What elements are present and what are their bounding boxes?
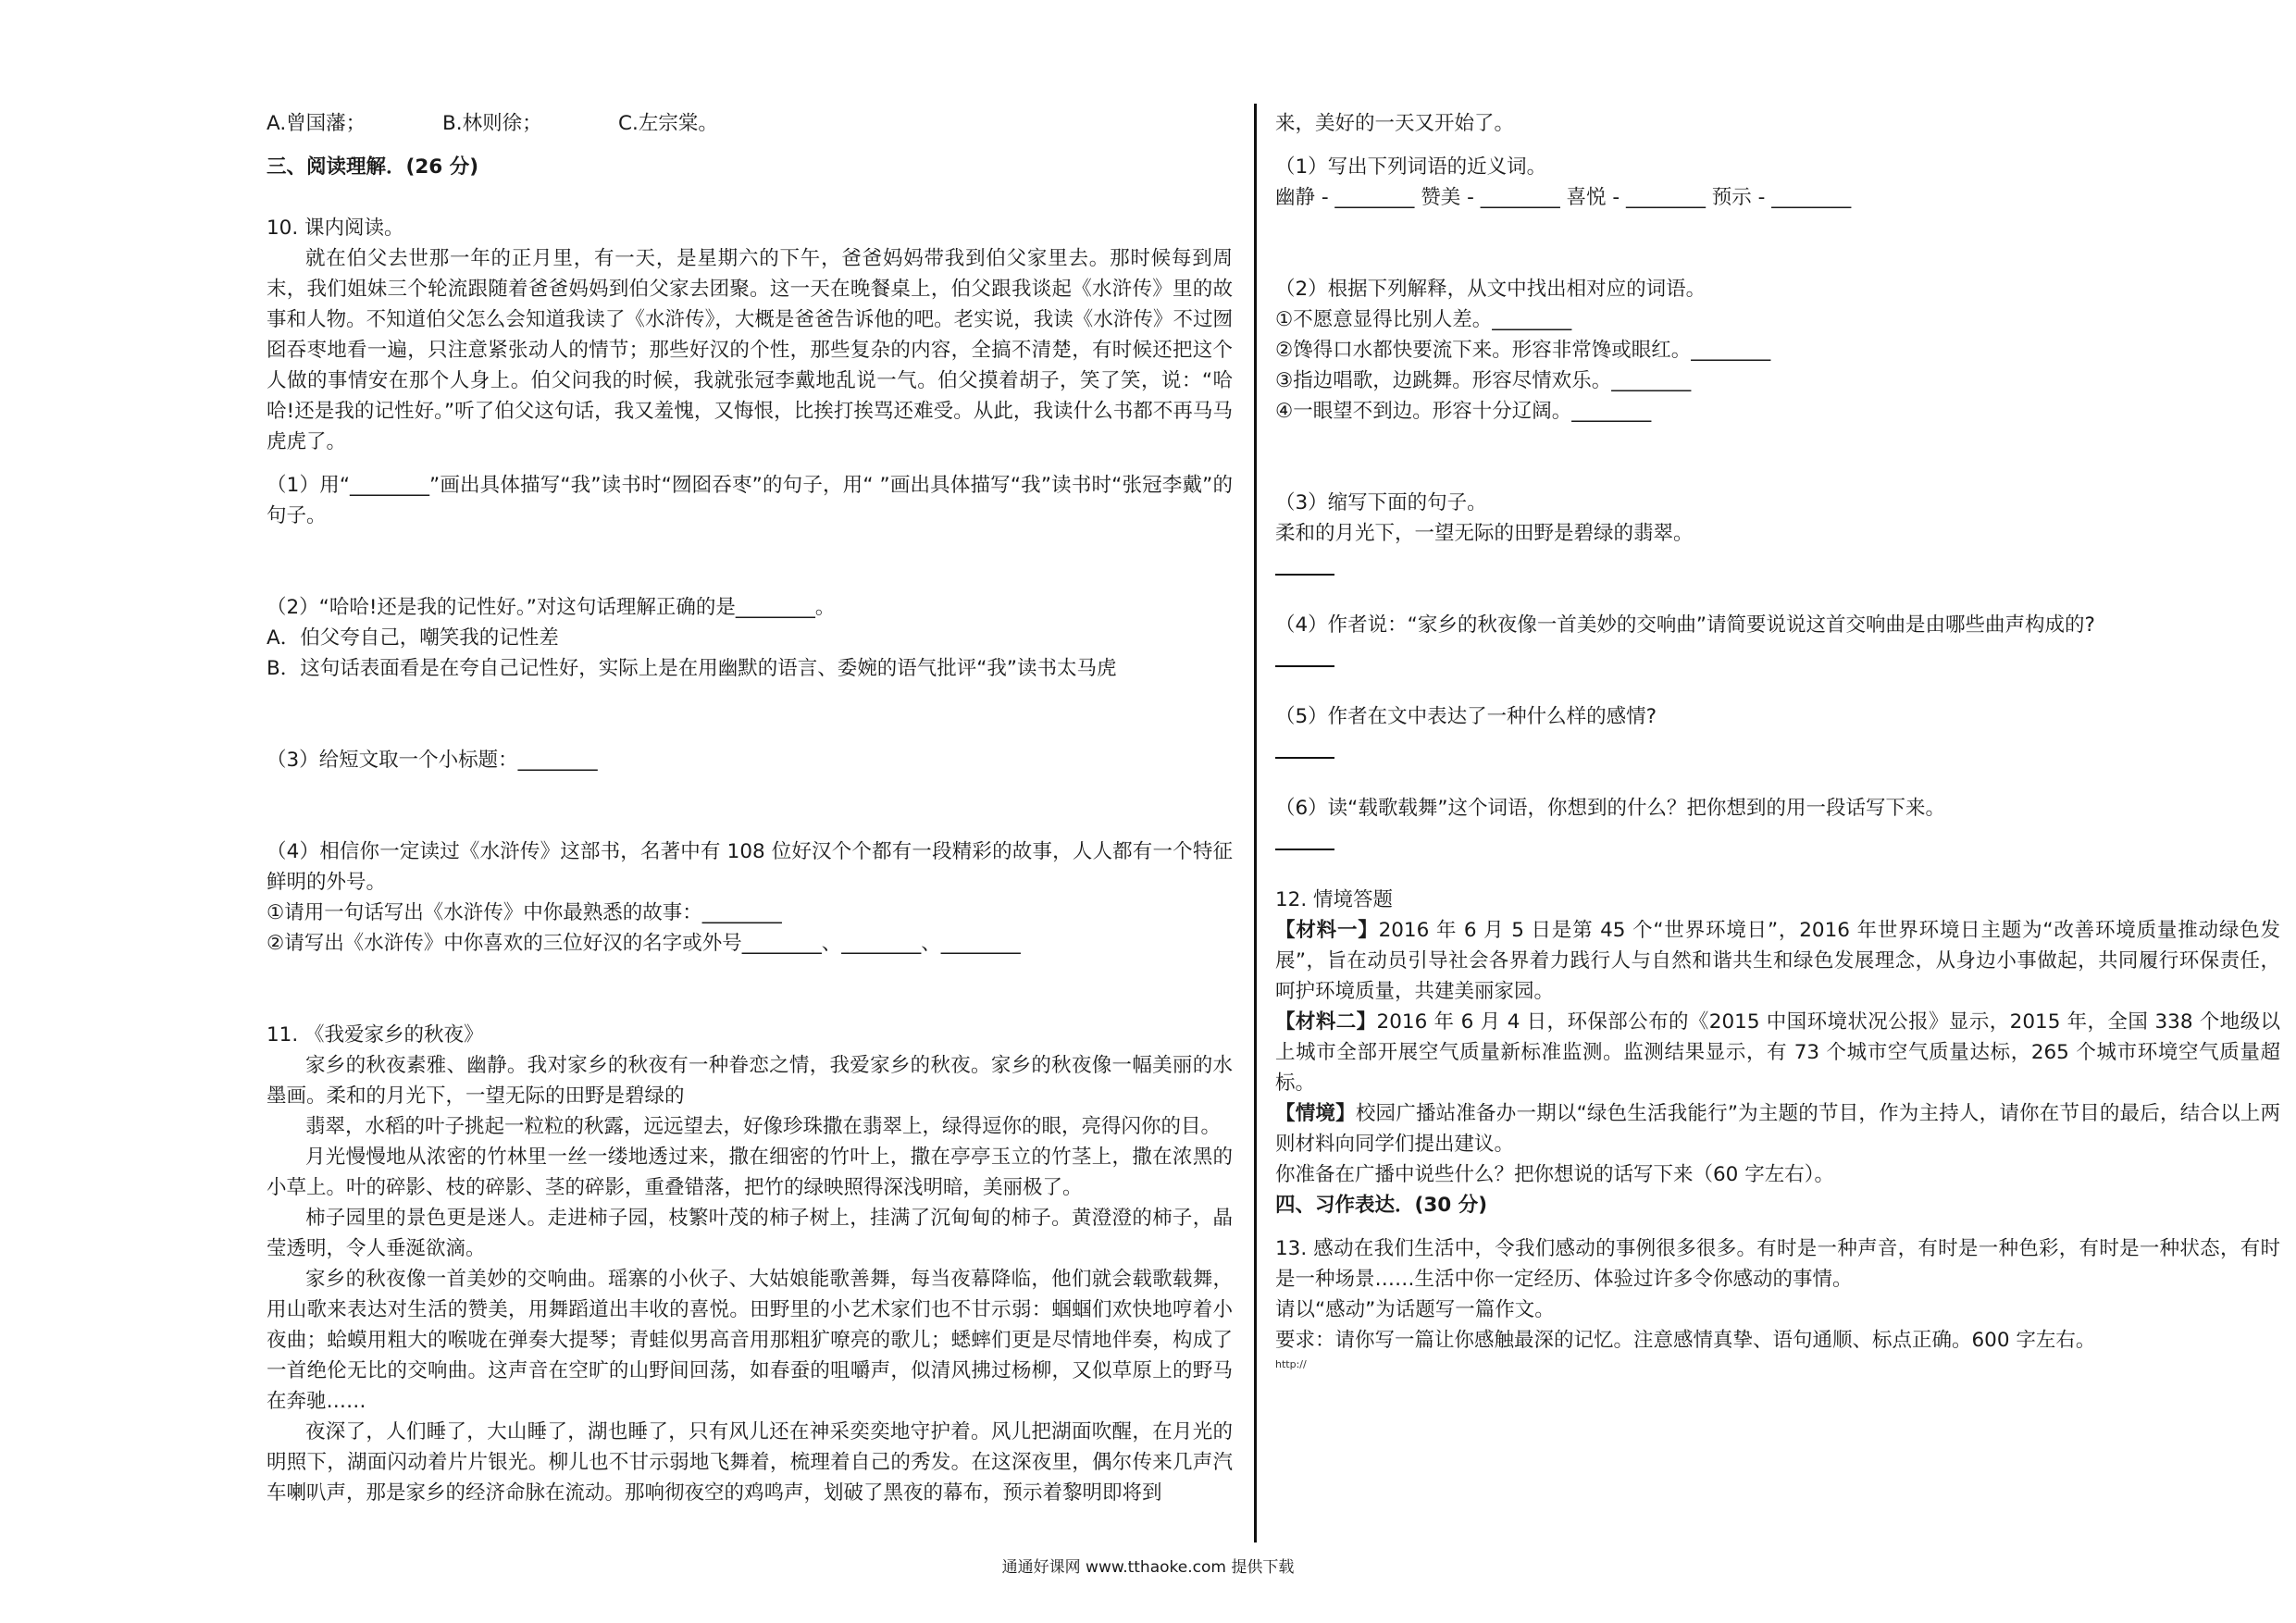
section-3-heading: 三、阅读理解．(26 分) [267,155,479,179]
q11-sub2: （2）根据下列解释，从文中找出相对应的词语。 [1275,278,1706,301]
q9-option-a: A.曾国藩； [267,112,366,135]
q11-sub3-sentence: 柔和的月光下，一望无际的田野是碧绿的翡翠。 [1275,522,1694,545]
q10-sub3: （3）给短文取一个小标题：________ [267,749,598,772]
q12-material-1 [1275,915,2280,1007]
answer-line [1275,640,1334,671]
q11-sub3: （3）缩写下面的句子。 [1275,491,1487,514]
q13-topic: 请以“感动”为话题写一篇作文。 [1275,1298,1555,1321]
q10-sub4: （4）相信你一定读过《水浒传》这部书，名著中有 108 位好汉个个都有一段精彩的故事，人人都有一个特征鲜明的外号。 [267,840,1233,894]
material-1-text: 2016 年 6 月 5 日是第 45 个“世界环境日”，2016 年世界环境日主题为“改善环境质量推动绿色发展”，旨在动员引导社会各界着力践行人与自然和谐共生和绿色发展理念，从身边小事做起，共同履行环保责任，呵护环境质量，共建美丽家园。 [1275,919,2280,1003]
q12-ask: 你准备在广播中说些什么？把你想说的话写下来（60 字左右）。 [1275,1163,1834,1186]
q11-sub2-3: ③指边唱歌，边跳舞。形容尽情欢乐。________ [1275,369,1692,392]
page-footer: 通通好课网 www.tthaoke.com 提供下载 [1001,1558,1295,1577]
q11-sub6: （6）读“载歌载舞”这个词语，你想到的什么？把你想到的用一段话写下来。 [1275,797,1945,820]
answer-line [1275,549,1334,579]
q11-para-4: 柿子园里的景色更是迷人。走进柿子园，枝繁叶茂的柿子树上，挂满了沉甸甸的柿子。黄澄澄的柿子，晶莹透明，令人垂涎欲滴。 [267,1207,1233,1260]
section-4-heading: 四、习作表达．(30 分) [1275,1194,1488,1217]
q10-sub2-option-b: B．这句话表面看是在夸自己记性好，实际上是在用幽默的语言、委婉的语气批评“我”读书太马虎 [267,657,1117,680]
q11-title: 11. 《我爱家乡的秋夜》 [267,1023,484,1047]
q11-passage-end: 来，美好的一天又开始了。 [1275,112,1515,135]
material-1-tag: 【材料一】 [1275,919,1379,942]
q11-para-1: 家乡的秋夜素雅、幽静。我对家乡的秋夜有一种眷恋之情，我爱家乡的秋夜。家乡的秋夜像一幅美丽的水墨画。柔和的月光下，一望无际的田野是碧绿的 [267,1054,1233,1108]
material-2-tag: 【材料二】 [1275,1010,1377,1034]
q10-sub4-1: ①请用一句话写出《水浒传》中你最熟悉的故事：________ [267,901,782,924]
q11-sub4: （4）作者说：“家乡的秋夜像一首美妙的交响曲”请简要说说这首交响曲是由哪些曲声构成的? [1275,613,2095,637]
q11-para-6: 夜深了，人们睡了，大山睡了，湖也睡了，只有风儿还在神采奕奕地守护着。风儿把湖面吹醒，在月光的明照下，湖面闪动着片片银光。柳儿也不甘示弱地飞舞着，梳理着自己的秀发。在这深夜里，偶尔传来几声汽车喇叭声，那是家乡的经济命脉在流动。那响彻夜空的鸡鸣声，划破了黑夜的幕布，预示着黎明即将到 [267,1420,1233,1505]
http-text: http:// [1275,1358,1307,1370]
answer-line [1275,824,1334,854]
q13-prompt: 13. 感动在我们生活中，令我们感动的事例很多很多。有时是一种声音，有时是一种色彩，有时是一种状态，有时是一种场景……生活中你一定经历、体验过许多令你感动的事情。 [1275,1237,2280,1291]
q9-options [267,108,1233,139]
q10-passage: 就在伯父去世那一年的正月里，有一天，是星期六的下午，爸爸妈妈带我到伯父家里去。那时候每到周末，我们姐妹三个轮流跟随着爸爸妈妈到伯父家去团聚。这一天在晚餐桌上，伯父跟我谈起《水浒传》里的故事和人物。不知道伯父怎么会知道我读了《水浒传》，大概是爸爸告诉他的吧。老实说，我读《水浒传》不过囫囵吞枣地看一遍，只注意紧张动人的情节；那些好汉的个性，那些复杂的内容，全搞不清楚，有时候还把这个人做的事情安在那个人身上。伯父问我的时候，我就张冠李戴地乱说一气。伯父摸着胡子，笑了笑，说：“哈哈!还是我的记性好。”听了伯父这句话，我又羞愧，又悔恨，比挨打挨骂还难受。从此，我读什么书都不再马马虎虎了。 [267,247,1233,453]
q10-sub2-option-a: A．伯父夸自己，嘲笑我的记性差 [267,626,559,650]
scenario-text: 校园广播站准备办一期以“绿色生活我能行”为主题的节目，作为主持人，请你在节目的最后，结合以上两则材料向同学们提出建议。 [1275,1102,2280,1156]
q11-sub2-2: ②馋得口水都快要流下来。形容非常馋或眼红。________ [1275,339,1771,362]
q13-requirements: 要求：请你写一篇让你感触最深的记忆。注意感情真挚、语句通顺、标点正确。600 字左右。 [1275,1329,2096,1352]
scenario-tag: 【情境】 [1275,1102,1356,1125]
q9-option-c: C.左宗棠。 [618,112,718,135]
q11-para-5: 家乡的秋夜像一首美妙的交响曲。瑶寨的小伙子、大姑娘能歌善舞，每当夜幕降临，他们就会载歌载舞，用山歌来表达对生活的赞美，用舞蹈道出丰收的喜悦。田野里的小艺术家们也不甘示弱：蝈蝈们欢快地哼着小夜曲；蛤蟆用粗大的喉咙在弹奏大提琴；青蛙似男高音用那粗犷嘹亮的歌儿；蟋蟀们更是尽情地伴奏，构成了一首绝伦无比的交响曲。这声音在空旷的山野间回荡，如春蚕的咀嚼声，似清风拂过杨柳，又似草原上的野马在奔驰…… [267,1268,1233,1413]
material-2-text: 2016 年 6 月 4 日，环保部公布的《2015 中国环境状况公报》显示，2015 年，全国 338 个地级以上城市全部开展空气质量新标准监测。监测结果显示，有 73 个城市空气质量达标，265 个城市环境空气质量超标。 [1275,1010,2280,1095]
q10-sub2: （2）“哈哈!还是我的记性好。”对这句话理解正确的是________。 [267,596,836,619]
q12-title: 12. 情境答题 [1275,888,1394,911]
q12-material-2 [1275,1007,2280,1098]
column-divider [1254,104,1257,1542]
answer-line [1275,732,1334,762]
left-column [267,108,1233,1508]
q11-sub2-1: ①不愿意显得比别人差。________ [1275,308,1572,331]
q11-sub5: （5）作者在文中表达了一种什么样的感情? [1275,705,1657,728]
q10-title: 10. 课内阅读。 [267,217,404,240]
q11-para-2: 翡翠，水稻的叶子挑起一粒粒的秋露，远远望去，好像珍珠撒在翡翠上，绿得逗你的眼，亮得闪你的目。 [305,1115,1222,1138]
q12-scenario [1275,1098,2280,1159]
q10-sub1: （1）用“________”画出具体描写“我”读书时“囫囵吞枣”的句子，用“ ”画出具体描写“我”读书时“张冠李戴”的句子。 [267,474,1233,527]
q10-sub4-2: ②请写出《水浒传》中你喜欢的三位好汉的名字或外号________、________、________ [267,932,1021,955]
q9-option-b: B.林则徐； [442,112,542,135]
q11-sub1-words: 幽静 - ________ 赞美 - ________ 喜悦 - ________ 预示 - ________ [1275,186,1852,209]
q11-para-3: 月光慢慢地从浓密的竹林里一丝一缕地透过来，撒在细密的竹叶上，撒在亭亭玉立的竹茎上，撒在浓黑的小草上。叶的碎影、枝的碎影、茎的碎影，重叠错落，把竹的绿映照得深浅明暗，美丽极了。 [267,1146,1233,1199]
q11-sub1: （1）写出下列词语的近义词。 [1275,155,1547,179]
right-column [1275,108,2280,1374]
q11-sub2-4: ④一眼望不到边。形容十分辽阔。________ [1275,400,1652,423]
